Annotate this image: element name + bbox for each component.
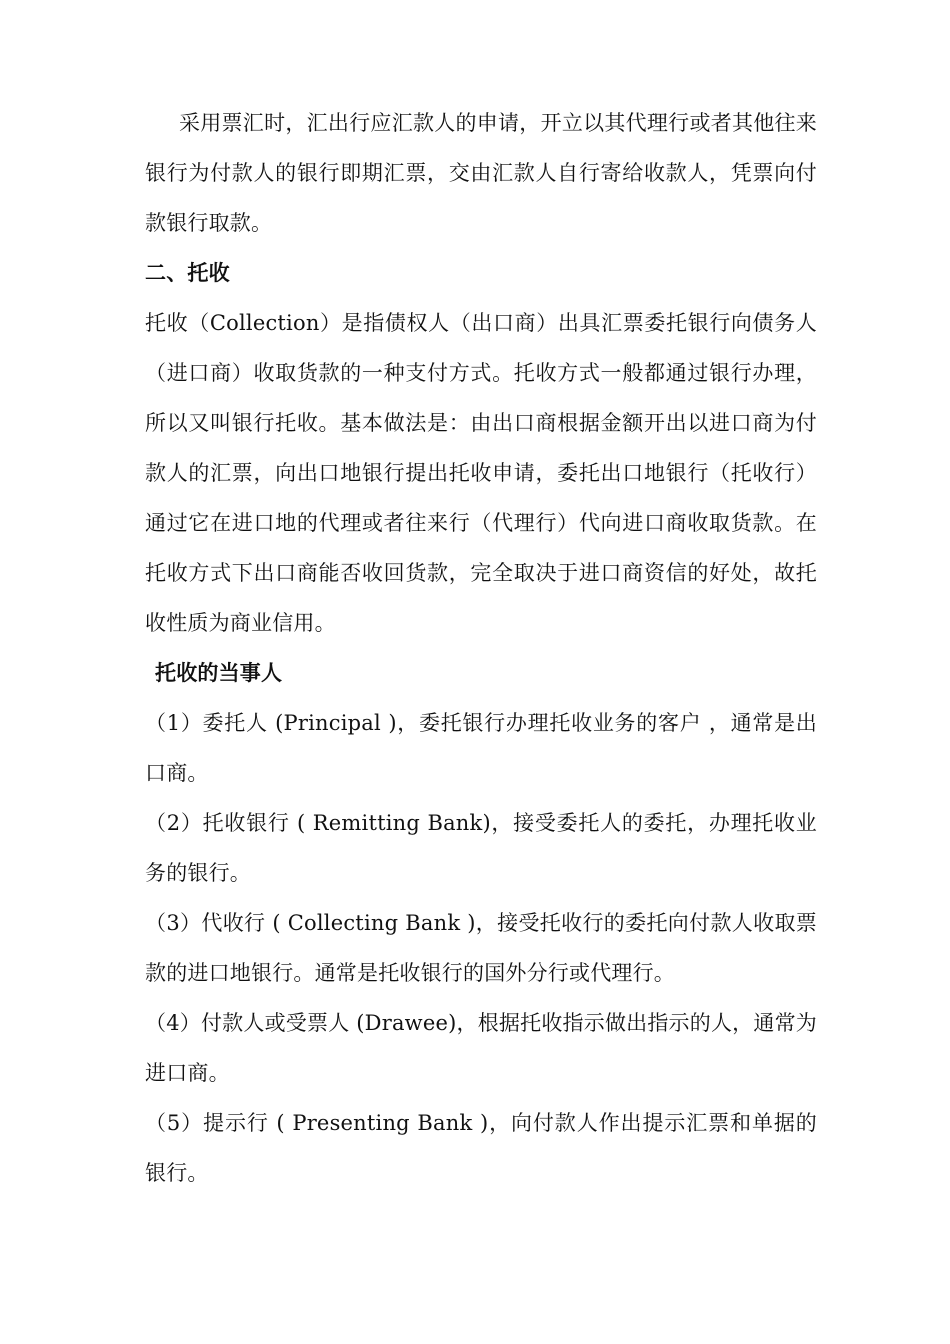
party-item-drawee: （4）付款人或受票人 (Drawee)，根据托收指示做出指示的人，通常为进口商。 bbox=[145, 1011, 817, 1085]
paragraph-collection-definition: 托收（Collection）是指债权人（出口商）出具汇票委托银行向债务人（进口商）收取货款的一种支付方式。托收方式一般都通过银行办理，所以又叫银行托收。基本做法是：由出口商根据金额开出以进口商为付款人的汇票，向出口地银行提出托收申请，委托出口地银行（托收行）通过它在进口地的代理或者往来行（代理行）代向进口商收取货款。在托收方式下出口商能否收回货款，完全取决于进口商资信的好处，故托收性质为商业信用。 bbox=[145, 311, 817, 635]
section-heading-collection: 二、托收 bbox=[145, 261, 230, 285]
party-item-collecting-bank: （3）代收行 ( Collecting Bank )，接受托收行的委托向付款人收取票款的进口地银行。通常是托收银行的国外分行或代理行。 bbox=[145, 911, 817, 985]
party-item-principal: （1）委托人 (Principal )，委托银行办理托收业务的客户 ，通常是出口商。 bbox=[145, 711, 817, 785]
party-item-presenting-bank: （5）提示行 ( Presenting Bank )，向付款人作出提示汇票和单据的银行。 bbox=[145, 1111, 817, 1185]
paragraph-draft-remittance: 采用票汇时，汇出行应汇款人的申请，开立以其代理行或者其他往来银行为付款人的银行即期汇票，交由汇款人自行寄给收款人，凭票向付款银行取款。 bbox=[145, 111, 817, 235]
sub-heading-parties: 托收的当事人 bbox=[155, 661, 283, 685]
document-page bbox=[145, 98, 817, 1198]
party-item-remitting-bank: （2）托收银行 ( Remitting Bank)，接受委托人的委托，办理托收业务的银行。 bbox=[145, 811, 817, 885]
